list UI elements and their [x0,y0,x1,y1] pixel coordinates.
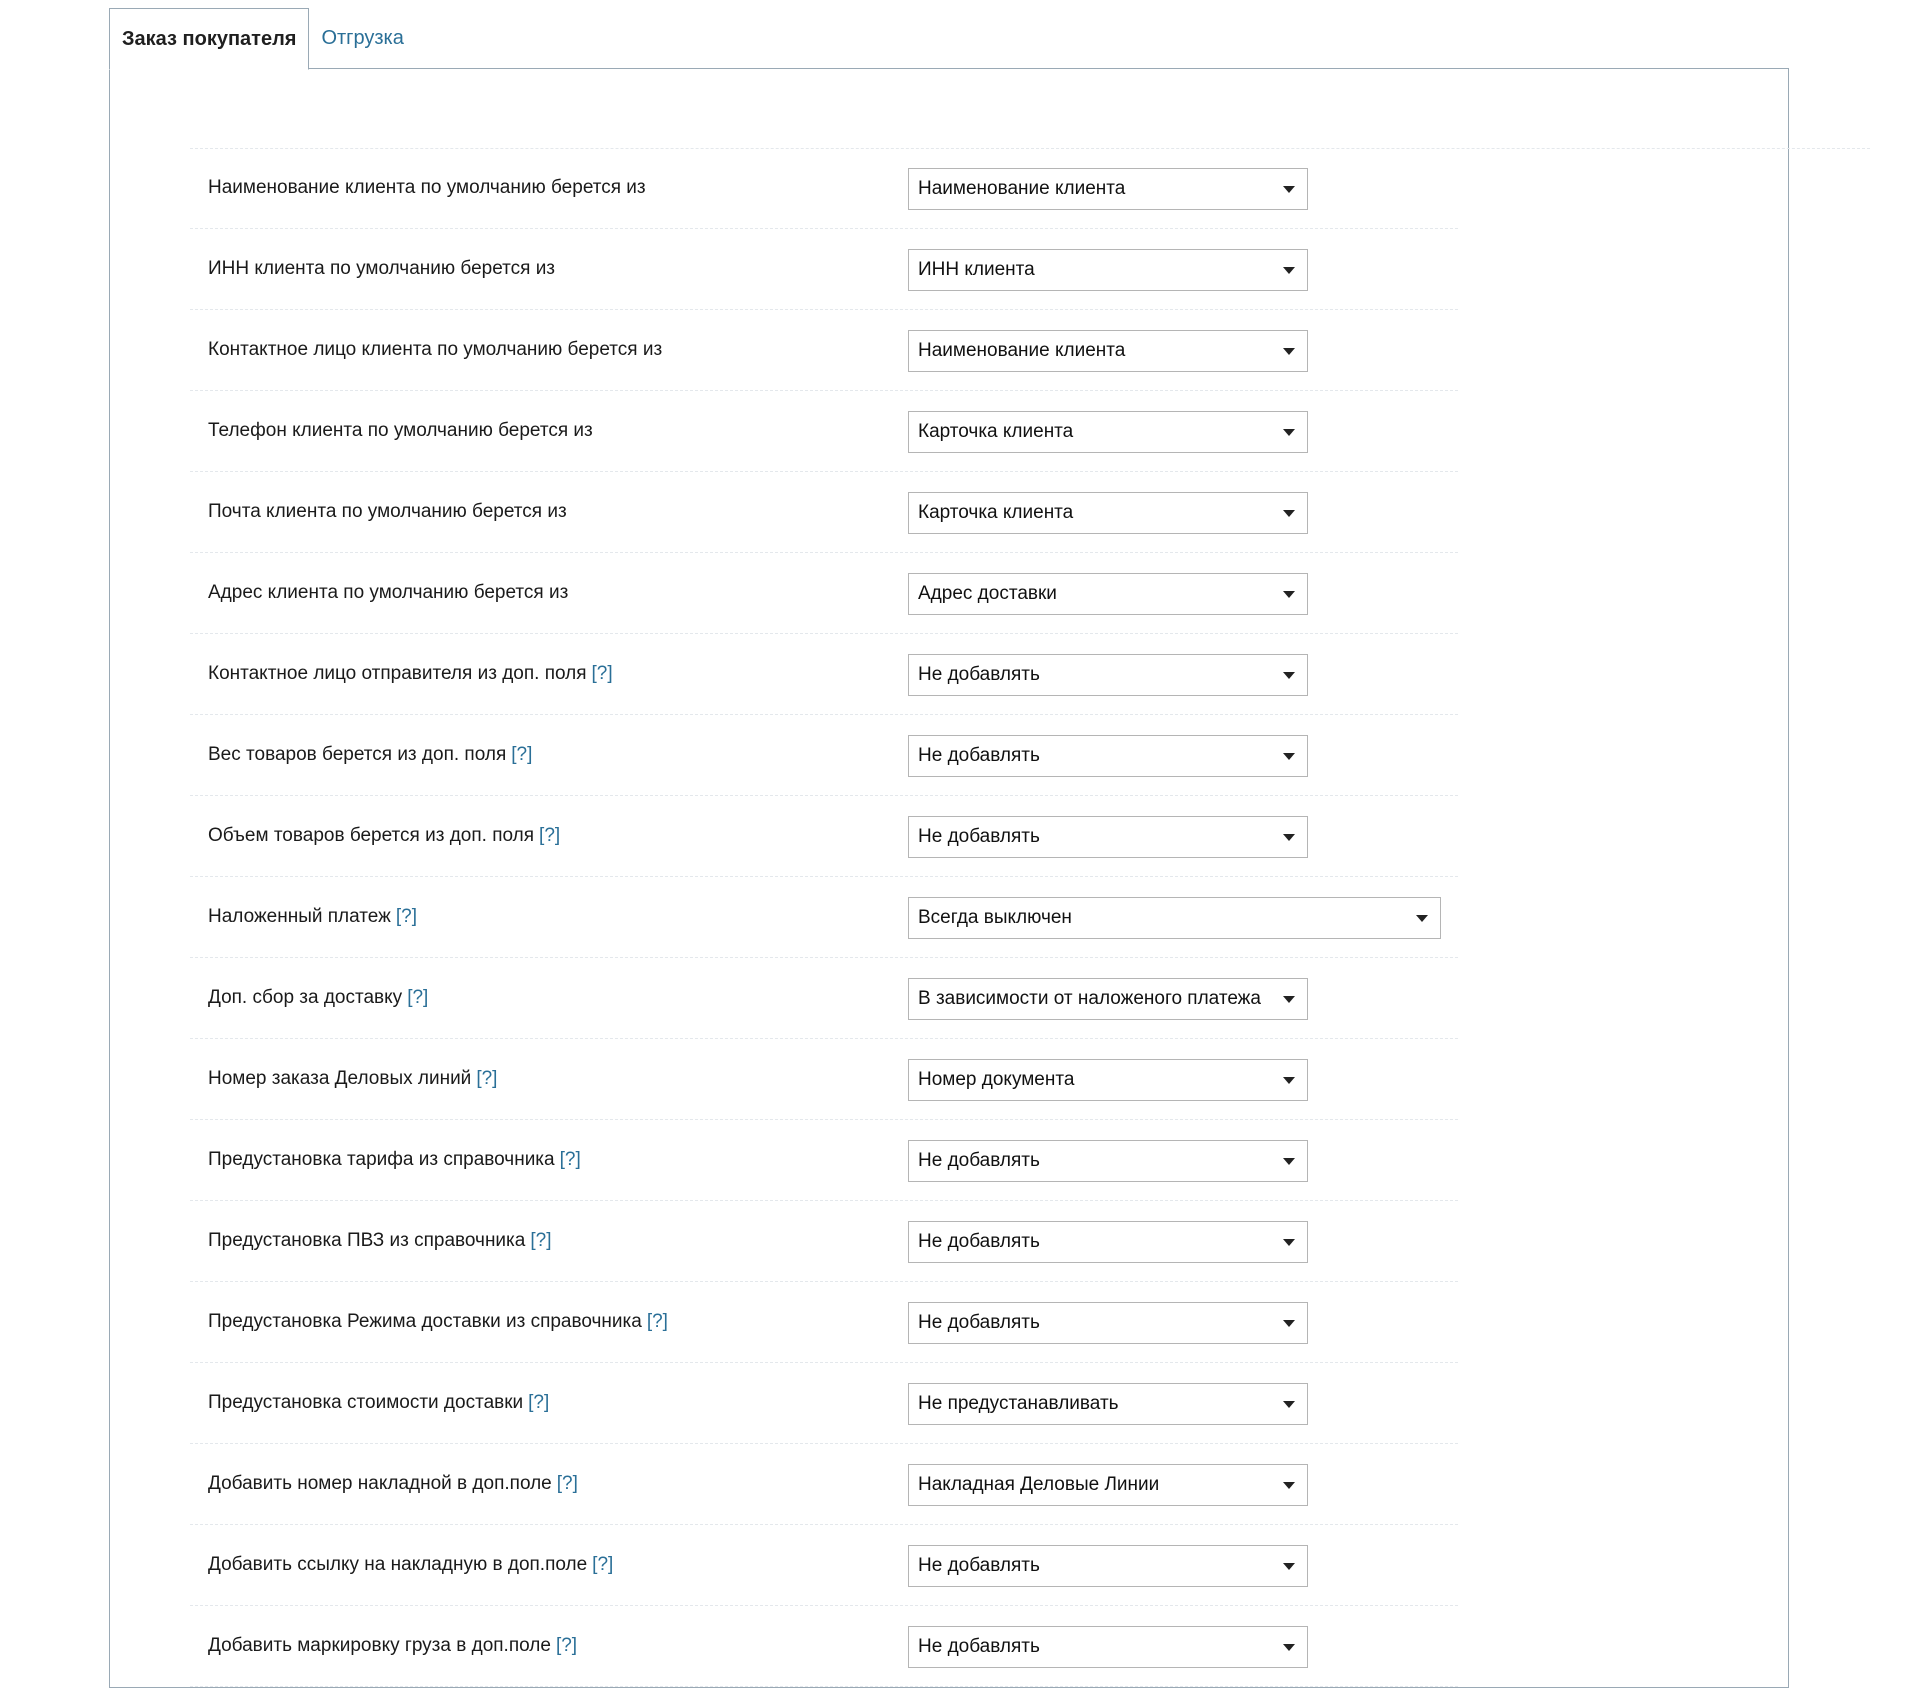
select-value: Всегда выключен [918,907,1072,928]
setting-row [190,1444,1458,1525]
setting-row [190,1282,1458,1363]
select-value: Наименование клиента [918,178,1126,199]
setting-label [208,958,428,1038]
setting-label [208,553,568,633]
setting-label-text: ИНН клиента по умолчанию берется из [208,258,556,279]
select-value: Не добавлять [918,664,1040,685]
select-value: Наименование клиента [918,340,1126,361]
setting-label-text: Адрес клиента по умолчанию берется из [208,582,569,603]
setting-label [208,310,662,390]
chevron-down-icon [1283,429,1295,436]
setting-label-text: Предустановка ПВЗ из справочника [208,1230,526,1251]
chevron-down-icon [1283,1077,1295,1084]
setting-select[interactable] [908,654,1308,696]
setting-label-text: Контактное лицо отправителя из доп. поля [208,663,587,684]
setting-row [190,715,1458,796]
setting-label-text: Добавить номер накладной в доп.поле [208,1473,552,1494]
help-link[interactable]: [?] [539,825,561,846]
help-link[interactable]: [?] [591,663,613,684]
help-link[interactable]: [?] [559,1149,581,1170]
setting-label-text: Добавить маркировку груза в доп.поле [208,1635,551,1656]
select-value: ИНН клиента [918,259,1035,280]
setting-select[interactable] [908,573,1308,615]
select-value: В зависимости от наложеного платежа [918,988,1261,1009]
tab-bar [109,8,416,69]
help-link[interactable]: [?] [555,1635,578,1656]
tab-shipment[interactable]: Отгрузка [321,27,404,49]
setting-row [190,1120,1458,1201]
setting-select[interactable] [908,168,1308,210]
setting-select[interactable] [908,816,1308,858]
select-value: Не добавлять [918,1555,1040,1576]
setting-row [190,472,1458,553]
setting-select[interactable] [908,492,1308,534]
setting-label [208,1525,613,1605]
setting-select[interactable] [908,1464,1308,1506]
setting-label-text: Наложенный платеж [208,906,391,927]
setting-label [208,148,646,228]
help-link[interactable]: [?] [476,1068,498,1089]
chevron-down-icon [1283,996,1295,1003]
help-link[interactable]: [?] [646,1311,668,1332]
chevron-down-icon [1283,348,1295,355]
settings-list [190,148,1458,1687]
setting-label [208,229,555,309]
help-link[interactable]: [?] [592,1554,614,1575]
setting-row [190,1363,1458,1444]
help-link[interactable]: [?] [395,906,417,927]
chevron-down-icon [1283,186,1295,193]
setting-row [190,1525,1458,1606]
help-link[interactable]: [?] [528,1392,550,1413]
chevron-down-icon [1283,1401,1295,1408]
setting-label [208,1120,581,1200]
setting-label-text: Предустановка стоимости доставки [208,1392,524,1413]
setting-label [208,1039,497,1119]
setting-select[interactable] [908,897,1441,939]
setting-select[interactable] [908,1140,1308,1182]
setting-label [208,877,417,957]
chevron-down-icon [1416,915,1428,922]
help-link[interactable]: [?] [511,744,533,765]
setting-row [190,634,1458,715]
select-value: Номер документа [918,1069,1075,1090]
chevron-down-icon [1283,834,1295,841]
setting-row [190,796,1458,877]
select-value: Накладная Деловые Линии [918,1474,1160,1495]
chevron-down-icon [1283,1158,1295,1165]
select-value: Не добавлять [918,1636,1040,1657]
chevron-down-icon [1283,1239,1295,1246]
select-value: Карточка клиента [918,502,1074,523]
setting-label [208,1201,551,1281]
chevron-down-icon [1283,591,1295,598]
select-value: Не добавлять [918,1231,1040,1252]
chevron-down-icon [1283,1482,1295,1489]
chevron-down-icon [1283,267,1295,274]
setting-label-text: Добавить ссылку на накладную в доп.поле [208,1554,588,1575]
setting-label-text: Почта клиента по умолчанию берется из [208,501,567,522]
setting-row [190,877,1458,958]
help-link[interactable]: [?] [530,1230,552,1251]
setting-select[interactable] [908,735,1308,777]
chevron-down-icon [1283,510,1295,517]
setting-label-text: Телефон клиента по умолчанию берется из [208,420,593,441]
select-value: Не добавлять [918,1312,1040,1333]
select-value: Адрес доставки [918,583,1057,604]
setting-label-text: Объем товаров берется из доп. поля [208,825,535,846]
select-value: Не добавлять [918,745,1040,766]
help-link[interactable]: [?] [556,1473,578,1494]
chevron-down-icon [1283,672,1295,679]
setting-label-text: Контактное лицо клиента по умолчанию берется из [208,339,663,360]
setting-select[interactable] [908,1221,1308,1263]
setting-row [190,1201,1458,1282]
setting-label [208,1444,578,1524]
setting-label [208,796,560,876]
setting-label-text: Вес товаров берется из доп. поля [208,744,507,765]
setting-row [190,553,1458,634]
setting-select[interactable] [908,411,1308,453]
setting-label-text: Наименование клиента по умолчанию берется из [208,177,646,198]
setting-label-text: Предустановка тарифа из справочника [208,1149,555,1170]
setting-row [190,391,1458,472]
setting-row [190,1039,1458,1120]
setting-label [208,634,613,714]
setting-label-text: Предустановка Режима доставки из справочника [208,1311,642,1332]
setting-select[interactable] [908,1545,1308,1587]
select-value: Не предустанавливать [918,1393,1119,1414]
setting-label [208,1363,549,1443]
setting-label [208,715,532,795]
chevron-down-icon [1283,753,1295,760]
chevron-down-icon [1283,1644,1295,1651]
setting-row [190,1606,1458,1687]
setting-row [190,958,1458,1039]
help-link[interactable]: [?] [407,987,429,1008]
select-value: Не добавлять [918,826,1040,847]
setting-row [190,229,1458,310]
setting-label [208,1282,668,1362]
setting-select[interactable] [908,1383,1308,1425]
setting-row [190,310,1458,391]
setting-select[interactable] [908,1059,1308,1101]
select-value: Карточка клиента [918,421,1074,442]
setting-select[interactable] [908,1302,1308,1344]
tab-customer-order[interactable]: Заказ покупателя [109,8,309,70]
setting-label [208,1606,577,1686]
setting-select[interactable] [908,1626,1308,1668]
setting-select[interactable] [908,330,1308,372]
setting-label [208,391,593,471]
chevron-down-icon [1283,1563,1295,1570]
setting-label-text: Номер заказа Деловых линий [208,1068,472,1089]
setting-select[interactable] [908,978,1308,1020]
setting-label-text: Доп. сбор за доставку [208,987,403,1008]
select-value: Не добавлять [918,1150,1040,1171]
chevron-down-icon [1283,1320,1295,1327]
setting-select[interactable] [908,249,1308,291]
setting-label [208,472,567,552]
setting-row [190,148,1458,229]
